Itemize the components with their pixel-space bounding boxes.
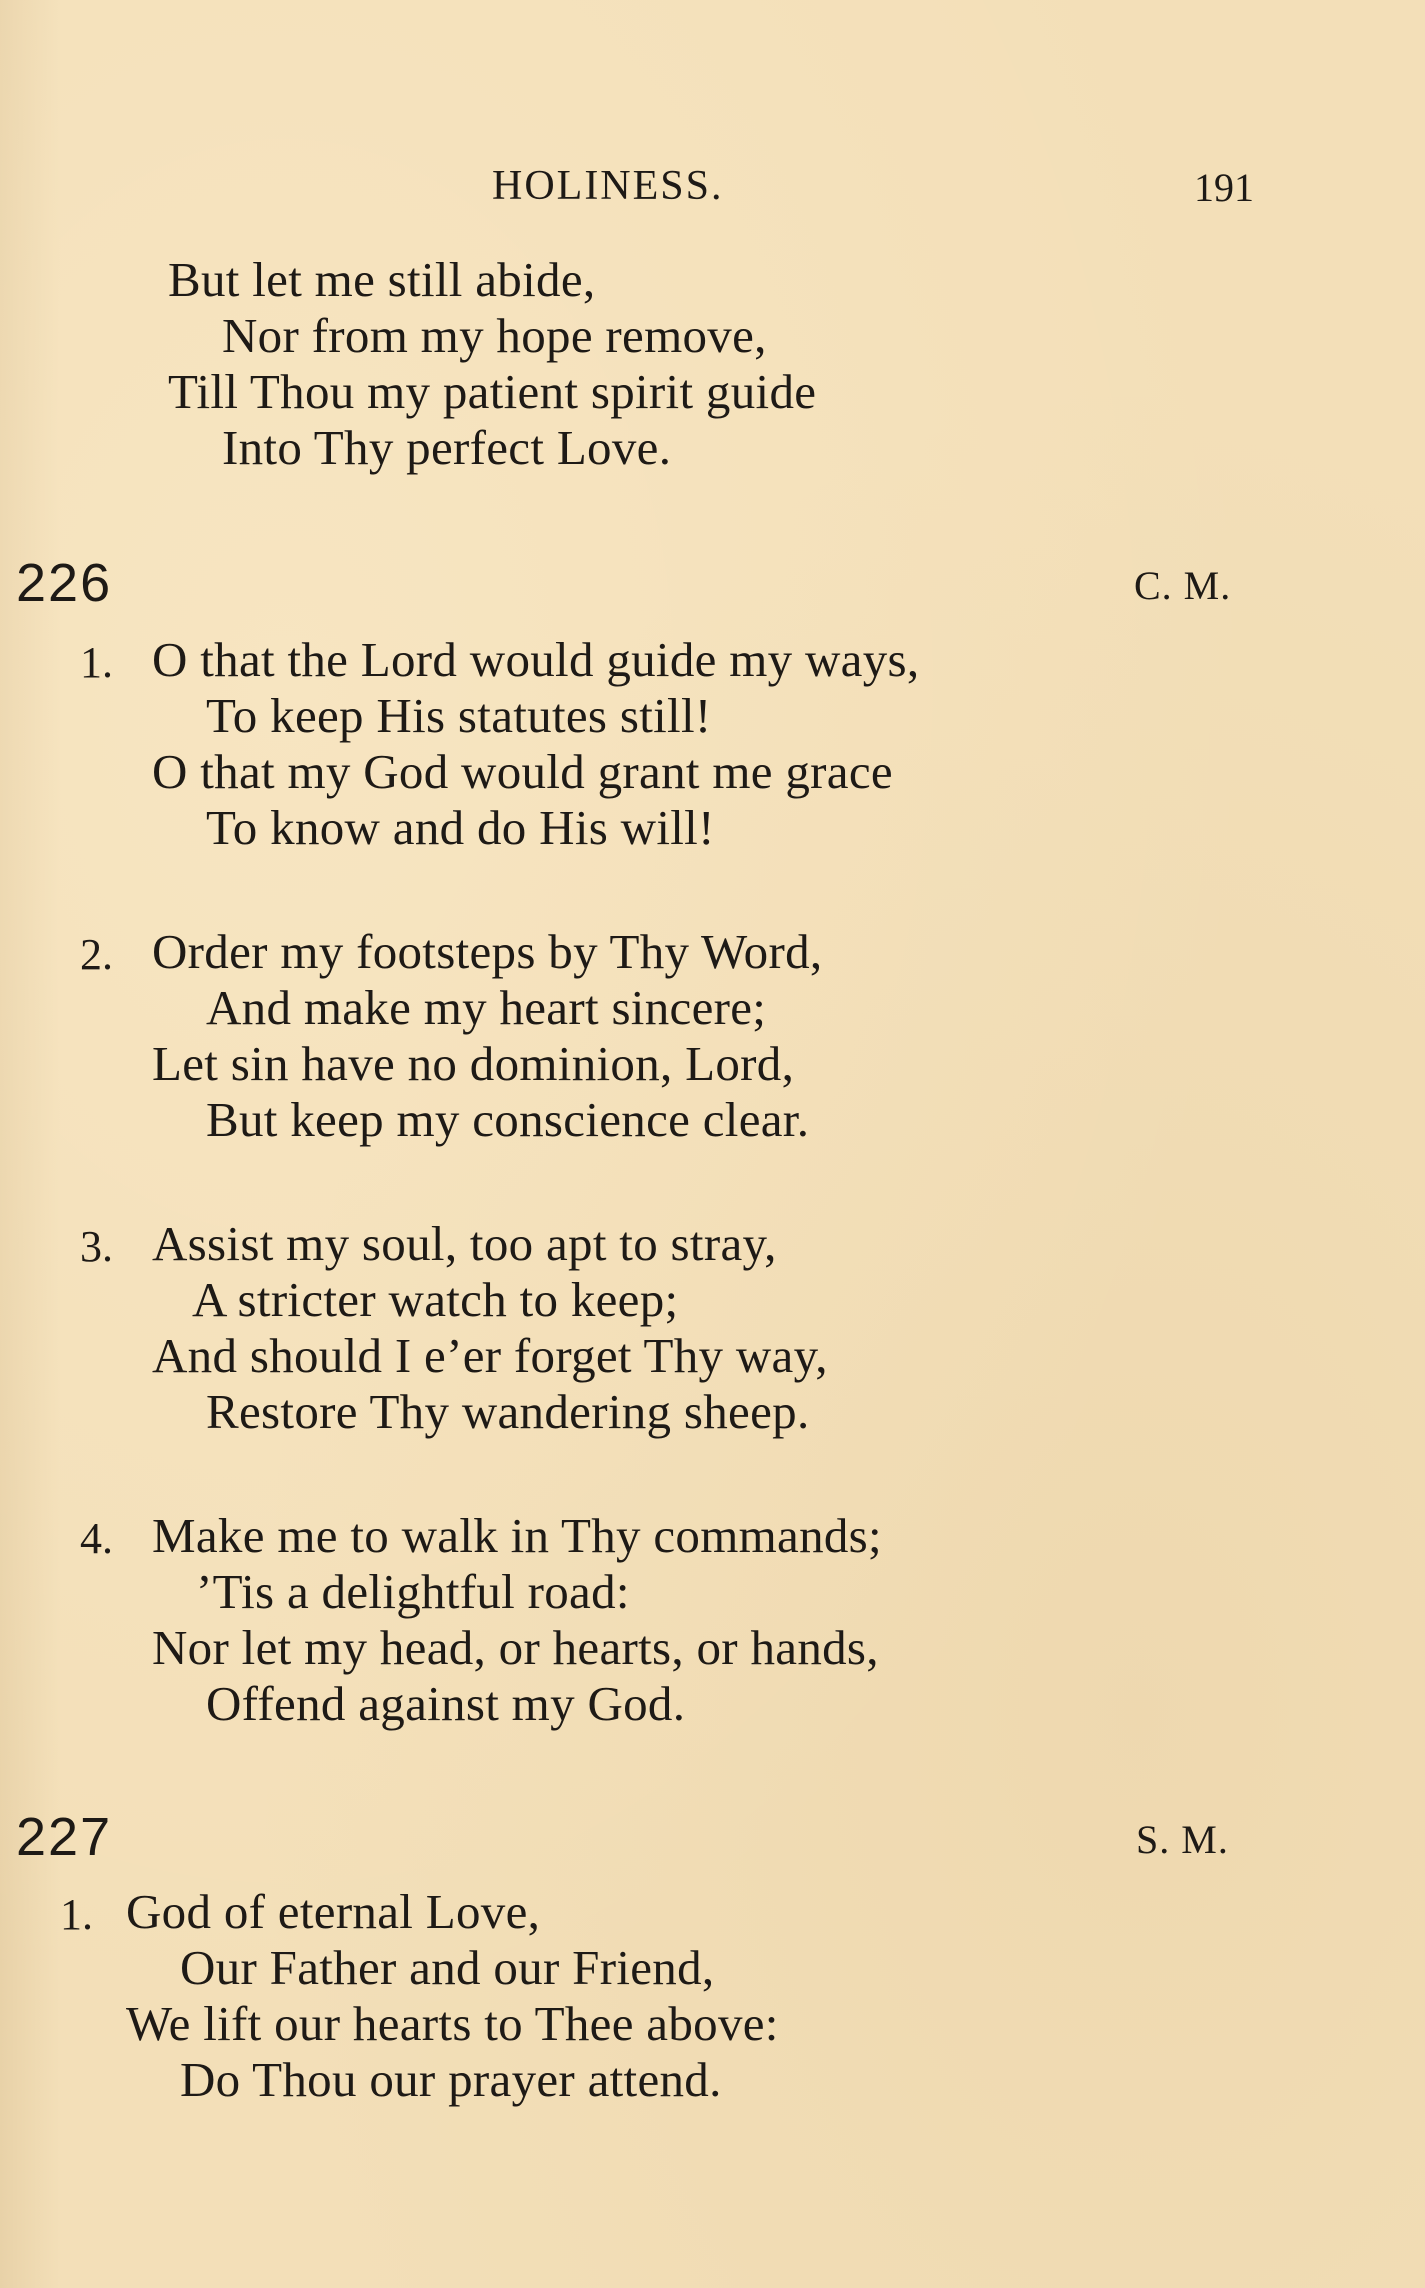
- verse-number: 4.: [80, 1514, 113, 1563]
- verse-line: Our Father and our Friend,: [180, 1940, 715, 1995]
- verse-line: But keep my conscience clear.: [206, 1092, 810, 1147]
- continuation-line: Till Thou my patient spirit guide: [168, 364, 817, 419]
- continuation-line: But let me still abide,: [168, 252, 596, 307]
- verse-line: Order my footsteps by Thy Word,: [152, 924, 823, 979]
- verse-line: Restore Thy wandering sheep.: [206, 1384, 810, 1439]
- verse-line: A stricter watch to keep;: [192, 1272, 679, 1327]
- hymn-number: 226: [16, 553, 113, 613]
- running-header-title: HOLINESS.: [492, 163, 724, 209]
- verse-line: ’Tis a delightful road:: [196, 1564, 630, 1619]
- page-number: 191: [1194, 165, 1254, 210]
- verse-line: Make me to walk in Thy commands;: [152, 1508, 882, 1563]
- verse-line: O that the Lord would guide my ways,: [152, 632, 920, 687]
- verse-line: To know and do His will!: [206, 800, 715, 855]
- verse-line: Offend against my God.: [206, 1676, 686, 1731]
- hymn-number: 227: [16, 1807, 113, 1867]
- verse-line: And should I e’er forget Thy way,: [152, 1328, 828, 1383]
- verse-line: Do Thou our prayer attend.: [180, 2052, 722, 2107]
- verse-line: Nor let my head, or hearts, or hands,: [152, 1620, 879, 1675]
- continuation-line: Into Thy perfect Love.: [222, 420, 672, 475]
- verse-line: O that my God would grant me grace: [152, 744, 893, 799]
- verse-number: 1.: [80, 638, 113, 687]
- verse-line: Assist my soul, too apt to stray,: [152, 1216, 777, 1271]
- verse-line: Let sin have no dominion, Lord,: [152, 1036, 795, 1091]
- hymn-meter: S. M.: [1136, 1817, 1229, 1862]
- verse-line: And make my heart sincere;: [206, 980, 767, 1035]
- continuation-line: Nor from my hope remove,: [222, 308, 767, 363]
- verse-line: To keep His statutes still!: [206, 688, 712, 743]
- verse-number: 3.: [80, 1222, 113, 1271]
- verse-number: 2.: [80, 930, 113, 979]
- verse-line: We lift our hearts to Thee above:: [126, 1996, 779, 2051]
- hymn-meter: C. M.: [1134, 563, 1232, 608]
- verse-line: God of eternal Love,: [126, 1884, 541, 1939]
- verse-number: 1.: [60, 1890, 93, 1939]
